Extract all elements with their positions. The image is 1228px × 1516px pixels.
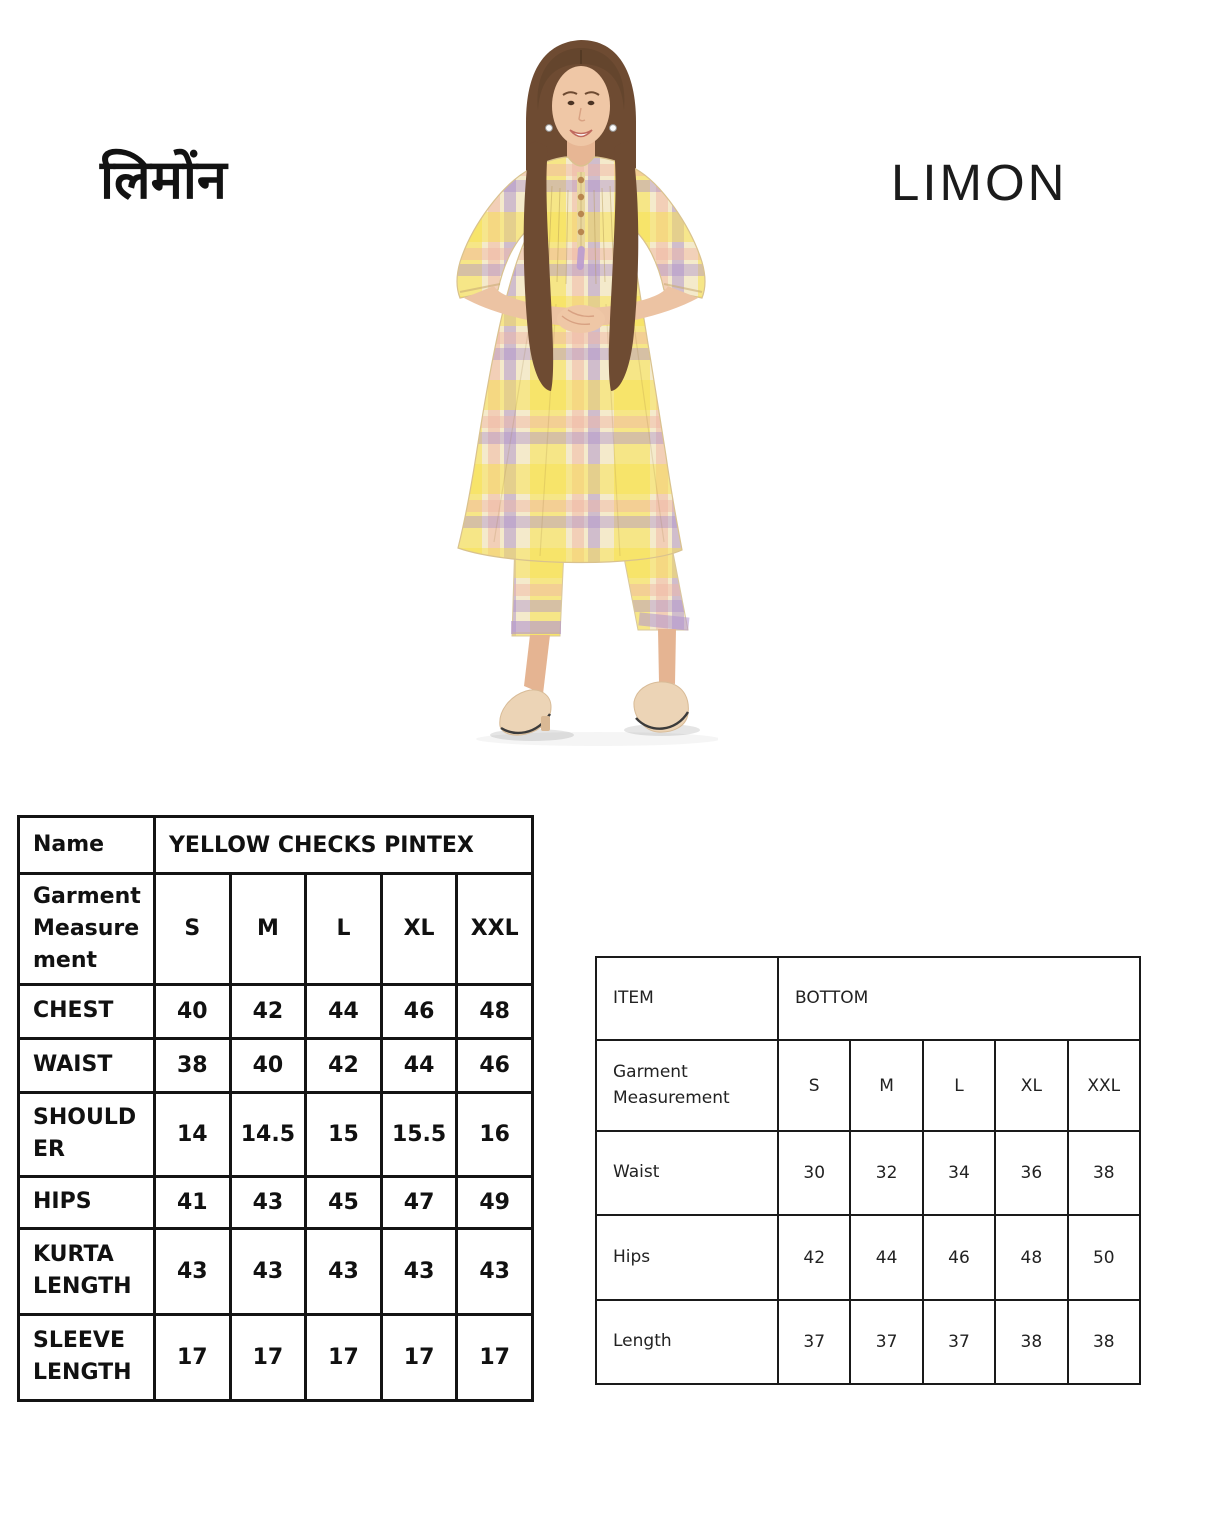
- measurement-value: 43: [306, 1228, 382, 1314]
- measurement-row: [19, 1176, 533, 1228]
- measurement-value: 44: [381, 1038, 457, 1092]
- measurement-value: 17: [381, 1314, 457, 1400]
- measurement-row-label: SHOULDER: [19, 1092, 155, 1176]
- measurement-value: 15.5: [381, 1092, 457, 1176]
- size-header-row: [19, 874, 533, 985]
- item-row: [596, 957, 1140, 1040]
- measurement-value: 37: [778, 1300, 850, 1384]
- size-column-header: L: [306, 874, 382, 985]
- measurement-value: 46: [457, 1038, 533, 1092]
- size-column-header: XL: [995, 1040, 1067, 1131]
- measurement-value: 44: [306, 984, 382, 1038]
- measurement-row: [19, 1092, 533, 1176]
- size-column-header: M: [230, 874, 306, 985]
- garment-measurement-label: Garment Measurement: [596, 1040, 778, 1131]
- kurta-button: [578, 229, 584, 235]
- kurta-size-table: [17, 815, 534, 1402]
- model-right-ankle: [658, 629, 676, 684]
- measurement-value: 30: [778, 1131, 850, 1215]
- measurement-value: 42: [306, 1038, 382, 1092]
- measurement-value: 43: [230, 1176, 306, 1228]
- left-earring: [546, 125, 553, 132]
- measurement-value: 32: [850, 1131, 922, 1215]
- measurement-value: 49: [457, 1176, 533, 1228]
- measurement-value: 43: [457, 1228, 533, 1314]
- measurement-value: 50: [1068, 1215, 1140, 1300]
- measurement-value: 17: [155, 1314, 231, 1400]
- brand-title-devanagari: लिमोंन: [100, 148, 227, 211]
- measurement-row: [596, 1300, 1140, 1384]
- measurement-value: 37: [923, 1300, 995, 1384]
- brand-title-latin: LIMON: [891, 154, 1068, 211]
- product-name-value: YELLOW CHECKS PINTEX: [155, 817, 533, 874]
- measurement-value: 48: [457, 984, 533, 1038]
- measurement-value: 46: [381, 984, 457, 1038]
- model-shoes: [500, 682, 689, 735]
- measurement-row-label: CHEST: [19, 984, 155, 1038]
- measurement-row: [19, 984, 533, 1038]
- bottom-size-table: [595, 956, 1141, 1385]
- measurement-value: 17: [230, 1314, 306, 1400]
- measurement-value: 43: [155, 1228, 231, 1314]
- measurement-value: 45: [306, 1176, 382, 1228]
- measurement-value: 41: [155, 1176, 231, 1228]
- garment-measurement-label: Garment Measurement: [19, 874, 155, 985]
- measurement-value: 48: [995, 1215, 1067, 1300]
- kurta-button: [578, 194, 584, 200]
- measurement-value: 37: [850, 1300, 922, 1384]
- size-column-header: S: [155, 874, 231, 985]
- model-illustration: [438, 36, 718, 748]
- measurement-value: 40: [230, 1038, 306, 1092]
- measurement-row-label: Length: [596, 1300, 778, 1384]
- measurement-row: [596, 1215, 1140, 1300]
- size-column-header: XXL: [1068, 1040, 1140, 1131]
- model-left-ankle: [524, 635, 550, 694]
- size-column-header: XXL: [457, 874, 533, 985]
- measurement-row: [596, 1131, 1140, 1215]
- size-column-header: M: [850, 1040, 922, 1131]
- measurement-value: 38: [155, 1038, 231, 1092]
- measurement-value: 34: [923, 1131, 995, 1215]
- measurement-value: 17: [306, 1314, 382, 1400]
- measurement-value: 40: [155, 984, 231, 1038]
- kurta-button: [578, 177, 584, 183]
- measurement-value: 42: [778, 1215, 850, 1300]
- measurement-value: 14: [155, 1092, 231, 1176]
- measurement-row: [19, 1038, 533, 1092]
- measurement-row: [19, 1228, 533, 1314]
- measurement-row-label: HIPS: [19, 1176, 155, 1228]
- measurement-value: 43: [381, 1228, 457, 1314]
- item-label: ITEM: [596, 957, 778, 1040]
- measurement-value: 38: [1068, 1131, 1140, 1215]
- measurement-value: 17: [457, 1314, 533, 1400]
- measurement-value: 36: [995, 1131, 1067, 1215]
- measurement-value: 42: [230, 984, 306, 1038]
- name-row: [19, 817, 533, 874]
- size-header-row: [596, 1040, 1140, 1131]
- measurement-value: 14.5: [230, 1092, 306, 1176]
- measurement-value: 46: [923, 1215, 995, 1300]
- measurement-row-label: KURTA LENGTH: [19, 1228, 155, 1314]
- kurta-button: [578, 211, 584, 217]
- measurement-value: 47: [381, 1176, 457, 1228]
- measurement-value: 38: [1068, 1300, 1140, 1384]
- size-column-header: L: [923, 1040, 995, 1131]
- right-earring: [610, 125, 617, 132]
- model-photo: [438, 36, 718, 748]
- size-column-header: XL: [381, 874, 457, 985]
- name-label: Name: [19, 817, 155, 874]
- item-value: BOTTOM: [778, 957, 1140, 1040]
- size-column-header: S: [778, 1040, 850, 1131]
- kurta-placket: [576, 172, 585, 270]
- measurement-row-label: WAIST: [19, 1038, 155, 1092]
- measurement-row-label: SLEEVE LENGTH: [19, 1314, 155, 1400]
- measurement-value: 38: [995, 1300, 1067, 1384]
- measurement-row: [19, 1314, 533, 1400]
- measurement-row-label: Waist: [596, 1131, 778, 1215]
- measurement-row-label: Hips: [596, 1215, 778, 1300]
- measurement-value: 16: [457, 1092, 533, 1176]
- measurement-value: 44: [850, 1215, 922, 1300]
- measurement-value: 43: [230, 1228, 306, 1314]
- measurement-value: 15: [306, 1092, 382, 1176]
